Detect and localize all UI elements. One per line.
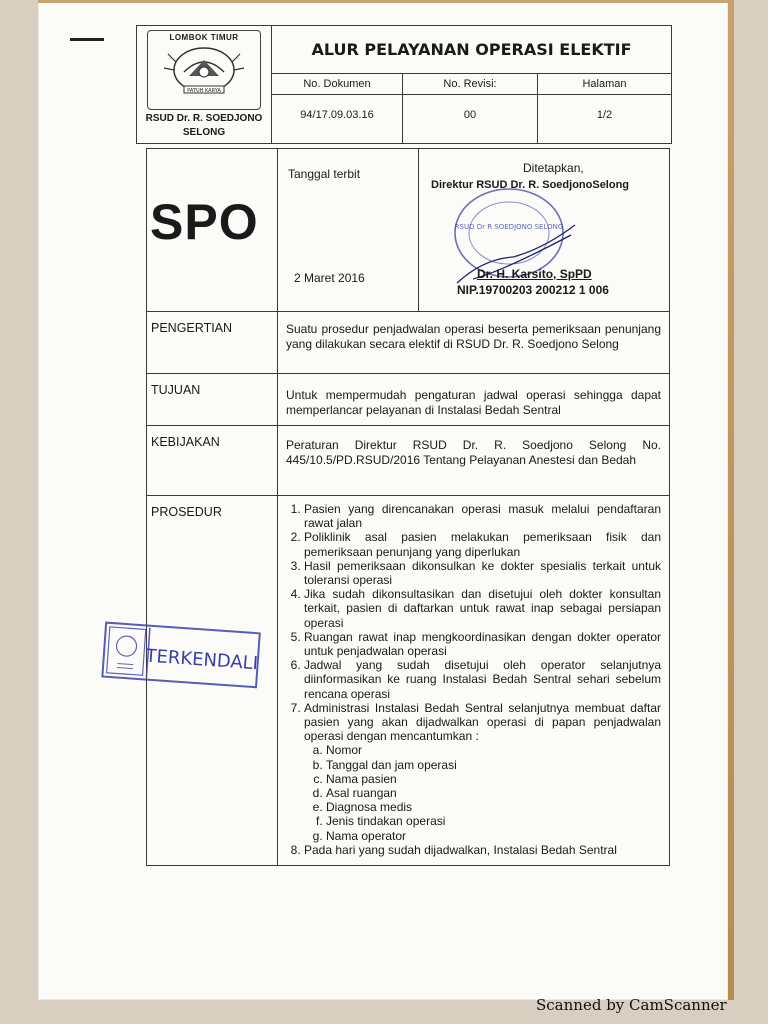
- sub-item: f. Jenis tindakan operasi: [326, 814, 661, 828]
- logo-motto: PATUH KARYA: [187, 88, 221, 94]
- logo: [147, 30, 261, 110]
- pen-mark: [70, 38, 104, 41]
- procedure-step: 8. Pada hari yang sudah dijadwalkan, Instalasi Bedah Sentral: [304, 843, 661, 857]
- stamp-text: TERKENDALI: [144, 645, 259, 675]
- prosedur-label: PROSEDUR: [147, 496, 278, 866]
- procedure-sub-list: [304, 743, 661, 842]
- spo-label: SPO: [150, 194, 259, 250]
- procedure-step: 2. Poliklinik asal pasien melakukan pemeriksaan fisik dan pemeriksaan penunjang yang diperlukan: [304, 530, 661, 558]
- procedure-step: 1. Pasien yang direncanakan operasi masuk melalui pendaftaran rawat jalan: [304, 502, 661, 530]
- sub-item: a. Nomor: [326, 743, 661, 757]
- procedure-step: 6. Jadwal yang sudah disetujui oleh operator selanjutnya diinformasikan ke ruang Instalasi Bedah Sentral sehari sebelum rencana operasi: [304, 658, 661, 701]
- revision-value: 00: [403, 95, 538, 144]
- pengertian-label: PENGERTIAN: [147, 312, 278, 374]
- doc-no-value: 94/17.09.03.16: [272, 95, 403, 144]
- procedure-step-text: Administrasi Instalasi Bedah Sentral selanjutnya membuat daftar pasien yang akan dijadwalkan operasi di papan penjadwalan operasi dengan mencantumkan :: [304, 700, 661, 744]
- hospital-name: RSUD Dr. R. SOEDJONO SELONG: [145, 113, 263, 138]
- approval-cell: [419, 149, 670, 312]
- doc-no-label: No. Dokumen: [272, 74, 403, 95]
- procedure-steps: [286, 502, 661, 857]
- procedure-step: 3. Hasil pemeriksaan dikonsulkan ke dokter spesialis terkait untuk toleransi operasi: [304, 559, 661, 587]
- pengertian-text: Suatu prosedur penjadwalan operasi beserta pemeriksaan penunjang yang dilakukan secara elektif di RSUD Dr. R. Soedjono Selong: [278, 312, 670, 374]
- right-edge: [728, 0, 734, 1000]
- tujuan-text: Untuk mempermudah pengaturan jadwal operasi sehingga dapat memperlancar pelayanan di Instalasi Bedah Sentral: [278, 374, 670, 426]
- sub-item: b. Tanggal dan jam operasi: [326, 758, 661, 772]
- document-title: ALUR PELAYANAN OPERASI ELEKTIF: [272, 26, 672, 74]
- issue-label: Tanggal terbit: [288, 167, 361, 181]
- terkendali-stamp: [100, 618, 264, 693]
- sub-item: c. Nama pasien: [326, 772, 661, 786]
- tujuan-label: TUJUAN: [147, 374, 278, 426]
- logo-cell: [137, 26, 272, 144]
- sub-item: g. Nama operator: [326, 829, 661, 843]
- emblem-icon: [154, 42, 254, 98]
- prosedur-content: [278, 496, 670, 866]
- procedure-step: [304, 701, 661, 843]
- issue-date: 2 Maret 2016: [294, 271, 365, 285]
- scanner-footer: Scanned by CamScanner: [536, 996, 727, 1014]
- page-value: 1/2: [538, 95, 672, 144]
- sub-item: d. Asal ruangan: [326, 786, 661, 800]
- kebijakan-text: Peraturan Direktur RSUD Dr. R. Soedjono Selong No. 445/10.5/PD.RSUD/2016 Tentang Pelayanan Anestesi dan Bedah: [278, 426, 670, 496]
- page-label: Halaman: [538, 74, 672, 95]
- director-title: Direktur RSUD Dr. R. SoedjonoSelong: [431, 179, 630, 191]
- revision-label: No. Revisi:: [403, 74, 538, 95]
- kebijakan-label: KEBIJAKAN: [147, 426, 278, 496]
- spo-cell: [147, 149, 278, 312]
- director-nip: NIP.19700203 200212 1 006: [457, 283, 609, 297]
- logo-text: LOMBOK TIMUR: [169, 33, 239, 42]
- approved-label: Ditetapkan,: [523, 161, 584, 175]
- seal-text: RSUD Dr R SOEDJONO SELONG: [454, 223, 564, 231]
- spo-table: [146, 148, 670, 866]
- issue-cell: [278, 149, 419, 312]
- director-name: Dr. H. Karsito, SpPD: [477, 267, 592, 281]
- procedure-step: 4. Jika sudah dikonsultasikan dan disetujui oleh dokter konsultan terkait, pasien di daftarkan untuk rawat inap sebagai persiapan operasi: [304, 587, 661, 630]
- sub-item: e. Diagnosa medis: [326, 800, 661, 814]
- header-table: [136, 25, 672, 144]
- top-edge: [38, 0, 728, 3]
- procedure-step: 5. Ruangan rawat inap mengkoordinasikan dengan dokter operator untuk penjadwalan operasi: [304, 630, 661, 658]
